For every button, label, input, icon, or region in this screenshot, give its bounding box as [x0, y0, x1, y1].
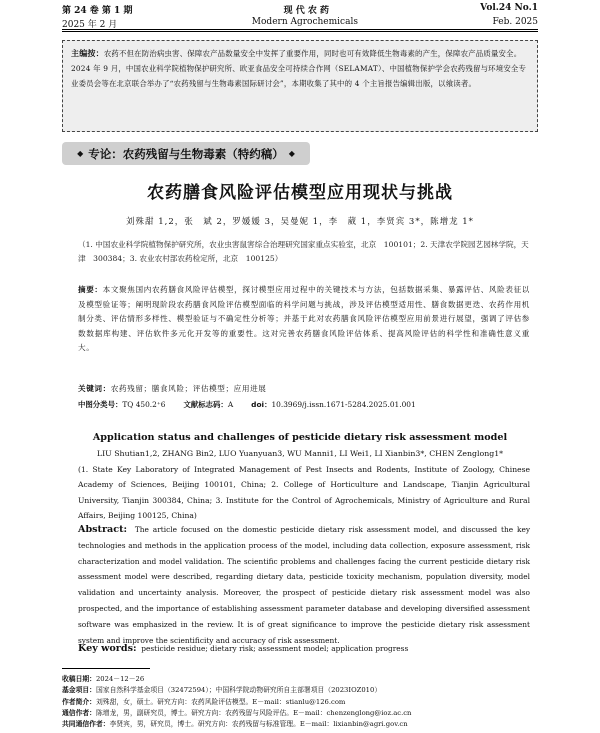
- date-en: Feb. 2025: [492, 17, 538, 27]
- editor-note-text: 农药不但在防治病虫害、保障农产品数量安全中发挥了重要作用，同时也可有效降低生物毒素的产生，保障农产品质量安全。2024 年 9 月，中国农业科学院植物保护研究所、欧亚食品安全可持续合作网（SELAMAT）、中国植物保护学会农药残留与环境安全专业委员会等在北京联合举办了“农药残留与生物毒素国际研讨会”，本期收集了其中的 4 个主旨报告编辑出版，以飨读者。: [71, 49, 527, 89]
- keywords-cn-label: 关键词：: [78, 384, 111, 393]
- footnote-author-bio: 作者简介：刘殊甜，女，硕士。研究方向：农药风险评估模型。E－mail：stianlu@126.com: [62, 697, 346, 706]
- footnote-co-corresponding: 共同通信作者：李贤宾，男，研究员，博士。研究方向：农药残留与标准管理。E－mail：lixianbin@agri.gov.cn: [62, 720, 408, 729]
- editor-note-label: 主编按：: [71, 48, 104, 58]
- running-header-top: [62, 3, 538, 16]
- title-cn: 农药膳食风险评估模型应用现状与挑战: [147, 183, 453, 203]
- keywords-en-text: pesticide residue; dietary risk; assessment model; application progress: [141, 644, 409, 653]
- section-banner-text: 专论：农药残留与生物毒素（特约稿）: [88, 146, 284, 161]
- diamond-icon: ◆: [77, 149, 84, 158]
- keywords-en-label: Key words:: [78, 643, 137, 654]
- footnotes: [62, 674, 538, 730]
- authors-en: LIU Shutian1,2, ZHANG Bin2, LUO Yuanyuan3, WU Manni1, LI Wei1, LI Xianbin3*, CHEN Zenglong1*: [96, 449, 504, 458]
- authors-cn: 刘殊甜 1,2，张 斌 2，罗媛媛 3，吴曼妮 1，李 葳 1，李贤宾 3*，陈增龙 1*: [126, 217, 474, 227]
- vol-en: Vol.24 No.1: [480, 3, 538, 13]
- affiliations-en: (1. State Key Laboratory of Integrated Management of Pest Insects and Rodents, Institute of Zoology, Chinese Academy of Sciences, Beijing 100101, China; 2. College of Horticulture and Landscape, Tianjin Agricultural University, Tianjin 300384, China; 3. Institute for the Control of Agrochemicals, Ministry of Agriculture and Rural Affairs, Beijing 100125, China): [78, 465, 530, 520]
- footnote-funding: 基金项目：国家自然科学基金项目（32472594）；中国科学院动物研究所自主部署项目（2023IOZ010）: [62, 686, 382, 695]
- abstract-en-label: Abstract:: [78, 524, 128, 535]
- abstract-cn-label: 摘要：: [78, 285, 103, 294]
- clc-number: 中图分类号：TQ 450.2⁺6: [78, 400, 166, 409]
- document-code: 文献标志码：A: [183, 400, 234, 409]
- abstract-en-text: The article focused on the domestic pesticide dietary risk assessment model, and discussed the key technologies and methods in the application process of the model, including data collection, exposure assessment, risk characterization and model validation. The scientific problems and challenges facing the current pesticide dietary risk assessment model were described, regarding dietary data, pesticide toxicity mechanism, population diversity, model validation and uncertainty analysis. Moreover, the prospect of pesticide dietary risk assessment model was also prospected, and the importance of establishing assessment parameter database and developing diversified assessment software was emphasized in the review. It is of great significance to improve the pesticide dietary risk assessment system and improve the scientificity and accuracy of risk assessment.: [78, 525, 530, 645]
- journal-en: Modern Agrochemicals: [251, 17, 358, 27]
- keywords-cn: [78, 383, 530, 394]
- doi: doi：10.3969/j.issn.1671-5284.2025.01.001: [251, 400, 416, 409]
- abstract-cn: [78, 283, 530, 356]
- footnote-corresponding: 通信作者：陈增龙，男，副研究员，博士。研究方向：农药残留与风险评估。E－mail：chenzenglong@ioz.ac.cn: [62, 708, 412, 717]
- diamond-icon: ◆: [288, 149, 295, 158]
- date-cn: 2025 年 2 月: [62, 20, 118, 30]
- header-rule: [62, 29, 538, 30]
- article-meta-cn: [78, 399, 530, 410]
- keywords-en: [78, 643, 530, 654]
- footnote-rule: [62, 668, 150, 669]
- journal-cn: 现 代 农 药: [283, 6, 330, 16]
- footnote-received: 收稿日期：2024－12－26: [62, 675, 145, 683]
- abstract-cn-text: 本文聚焦国内农药膳食风险评估模型，探讨模型应用过程中的关键技术与方法，包括数据采集、暴露评估、风险表征以及模型验证等；阐明现阶段农药膳食风险评估模型面临的科学问题与挑战，涉及评估模型适用性、膳食数据更迭、农药作用机制分类、评估情形多样性、模型验证与不确定性分析等；并基于此对农药膳食风险评估模型应用前景进行展望，强调了评估参数数据库构建、评估软件多元化开发等的重要性。这对完善农药膳食风险评估体系、提高风险评估的科学性和准确性意义重大。: [78, 285, 530, 353]
- keywords-cn-text: 农药残留；膳食风险；评估模型；应用进展: [110, 384, 267, 393]
- affiliations-cn: （1. 中国农业科学院植物保护研究所，农业虫害鼠害综合治理研究国家重点实验室，北京 100101；2. 天津农学院园艺园林学院，天津 300384；3. 农业农村部农药检定所，北京 100125）: [78, 240, 529, 263]
- issue-cn: 第 24 卷 第 1 期: [62, 6, 133, 16]
- title-en: Application status and challenges of pesticide dietary risk assessment model: [92, 432, 508, 443]
- header-rule-thin: [62, 31, 538, 32]
- editor-note-box: [62, 40, 538, 132]
- section-banner: [62, 142, 310, 165]
- abstract-en: [78, 522, 530, 648]
